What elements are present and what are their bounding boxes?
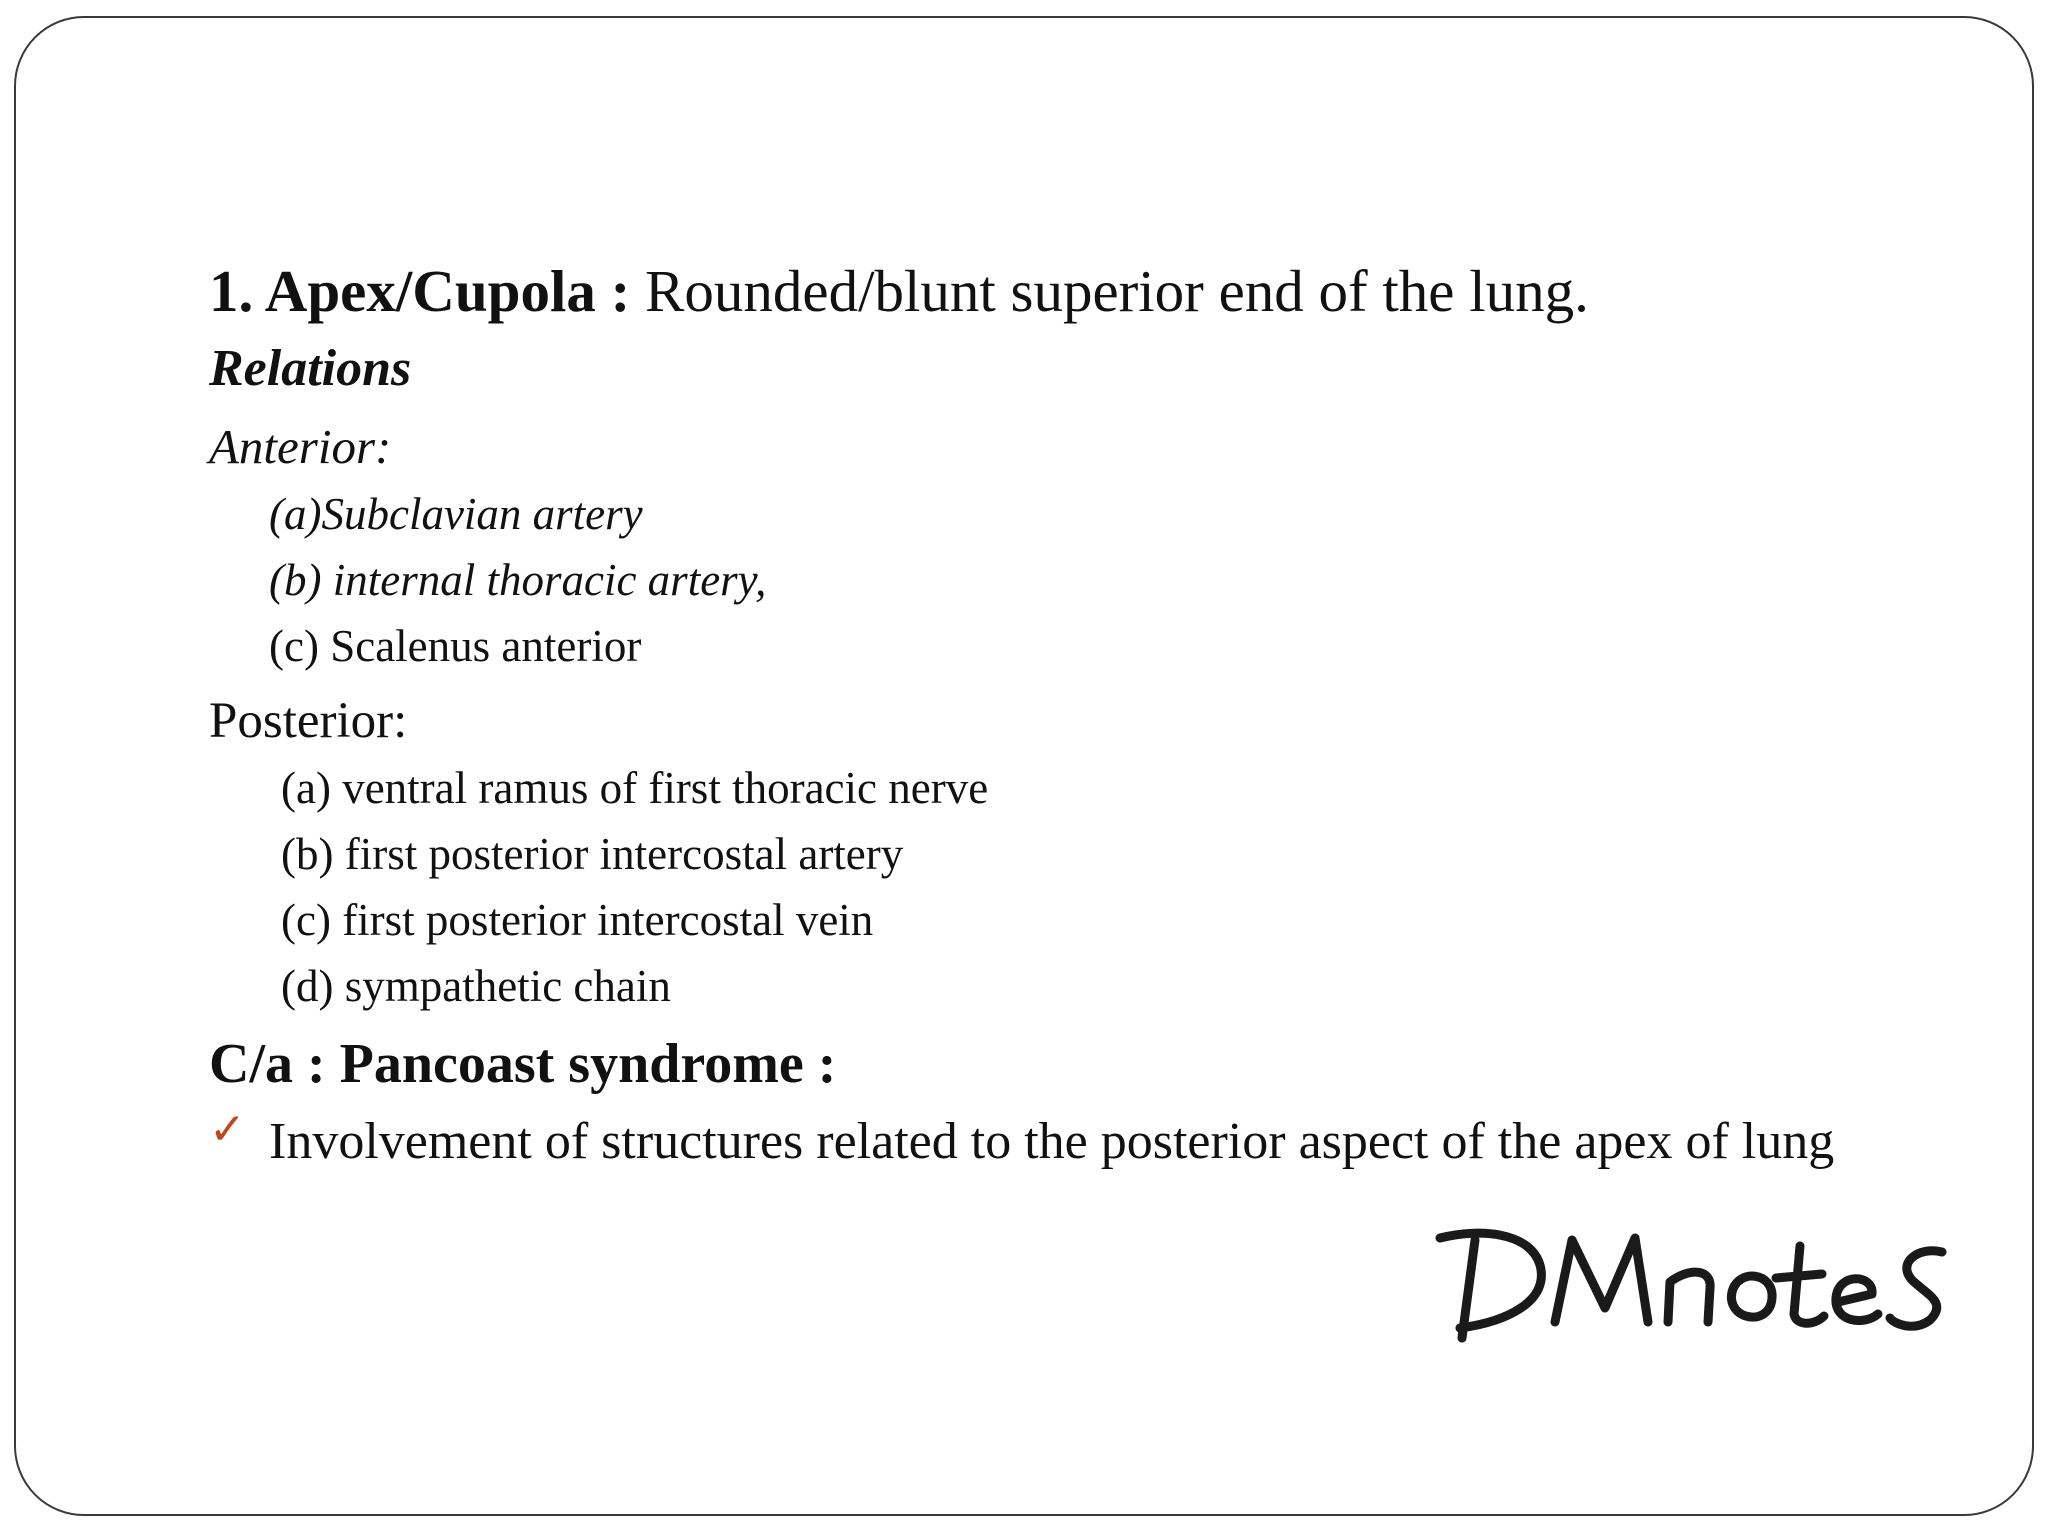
posterior-item: (a) ventral ramus of first thoracic nerve [281,763,989,813]
dmnotes-logo [1420,1210,1960,1350]
checkmark-icon: ✓ [209,1104,246,1155]
apex-heading [209,258,1589,324]
posterior-item: (d) sympathetic chain [281,961,671,1011]
anterior-item: (c) Scalenus anterior [269,621,642,671]
heading-definition: Rounded/blunt superior end of the lung. [645,258,1589,324]
posterior-item: (b) first posterior intercostal artery [281,829,904,879]
posterior-label: Posterior: [209,693,408,749]
clinical-bullet-text: Involvement of structures related to the posterior aspect of the apex of lung [269,1113,1835,1170]
posterior-item: (c) first posterior intercostal vein [281,895,874,945]
relations-title: Relations [209,340,412,397]
anterior-item: (a)Subclavian artery [269,489,643,539]
anterior-label: Anterior: [209,419,392,474]
anterior-item: (b) internal thoracic artery, [269,555,767,605]
heading-number: 1. [209,258,254,324]
clinical-title: C/a : Pancoast syndrome : [209,1033,837,1095]
heading-term: Apex/Cupola : [264,258,631,324]
